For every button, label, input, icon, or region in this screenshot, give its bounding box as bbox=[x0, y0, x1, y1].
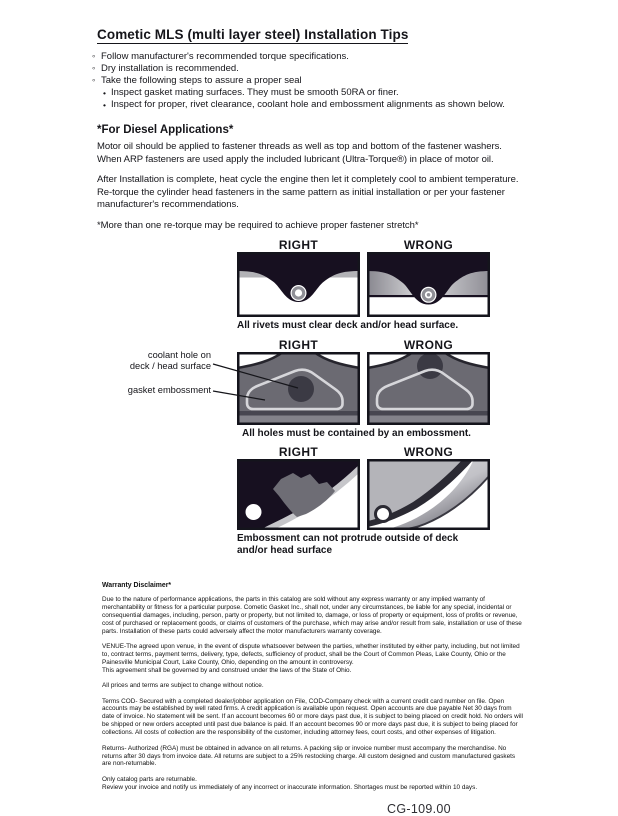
legal-paragraph: Only catalog parts are returnable. bbox=[102, 775, 197, 783]
fig1-wrong-panel-graphic bbox=[367, 252, 490, 317]
wrong-label: WRONG bbox=[403, 445, 454, 459]
section-heading: *For Diesel Applications* bbox=[97, 124, 234, 136]
figure-canvas bbox=[92, 338, 618, 425]
figure-caption: All rivets must clear deck and/or head surface. bbox=[237, 320, 459, 331]
tip-text: Dry installation is recommended. bbox=[101, 63, 239, 74]
diesel-applications-section bbox=[97, 124, 521, 232]
fig3-right-panel-graphic bbox=[237, 459, 360, 530]
bolt-hole bbox=[246, 504, 262, 520]
rivet-graphic bbox=[293, 288, 303, 298]
figure-labels bbox=[237, 238, 618, 252]
open-bullet-icon: ◦ bbox=[92, 75, 96, 86]
figure-hole-containment bbox=[92, 338, 618, 440]
fig3-wrong-panel-graphic bbox=[367, 459, 490, 530]
fig2-right-panel-graphic bbox=[237, 352, 360, 425]
list-item bbox=[92, 51, 562, 63]
right-label: RIGHT bbox=[278, 445, 319, 459]
legal-heading: Warranty Disclaimer* bbox=[102, 582, 172, 589]
list-item bbox=[103, 99, 573, 111]
fig1-right-panel-graphic bbox=[237, 252, 360, 317]
callout-gasket-embossment: gasket embossment bbox=[127, 384, 211, 395]
callout-text: coolant hole on bbox=[147, 349, 211, 360]
dot-bullet-icon: • bbox=[103, 88, 106, 98]
list-item bbox=[92, 75, 562, 87]
caption-line: Embossment can not protrude outside of deck bbox=[237, 533, 459, 544]
tip-text: Inspect for proper, rivet clearance, coolant hole and embossment alignments as shown below. bbox=[111, 99, 505, 110]
wrong-label: WRONG bbox=[403, 337, 454, 352]
dot-bullet-icon: • bbox=[103, 100, 106, 110]
page-title: Cometic MLS (multi layer steel) Installation Tips bbox=[97, 27, 409, 42]
installation-tips-list bbox=[92, 51, 618, 111]
tip-text: Inspect gasket mating surfaces. They must be smooth 50RA or finer. bbox=[111, 87, 399, 98]
callout-coolant-hole bbox=[92, 350, 211, 372]
figure-caption bbox=[237, 533, 618, 556]
legal-paragraph: VENUE-The agreed upon venue, in the event of dispute whatsoever between the parties, whether instituted by either party, including, but not limited to, contract terms, payment terms, delivery, type, defects, sufficiency of product, shall be the Court of Common Pleas, Lake County, Ohio or the Painesville Municipal Court, Lake County, Ohio, depending on the amount in controversy. bbox=[102, 643, 520, 666]
right-label: RIGHT bbox=[278, 238, 319, 252]
legal-paragraph: This agreement shall be governed by and construed under the laws of the State of Ohio. bbox=[102, 666, 352, 674]
figure-panels bbox=[237, 352, 618, 425]
list-item bbox=[103, 87, 573, 99]
fig2-wrong-panel-graphic bbox=[367, 352, 490, 425]
callout-text: deck / head surface bbox=[129, 360, 211, 371]
caption-line: and/or head surface bbox=[237, 544, 333, 556]
list-item bbox=[92, 63, 562, 75]
paragraph: Motor oil should be applied to fastener threads as well as top and bottom of the fastener washers. When ARP fasteners are used apply the included lubricant (Ultra-Torque®) in place of motor oil. bbox=[97, 141, 502, 165]
retorque-note: *More than one re-torque may be required to achieve proper fastener stretch* bbox=[97, 219, 419, 231]
open-bullet-icon: ◦ bbox=[92, 63, 96, 74]
figure-panels bbox=[237, 459, 618, 530]
coolant-hole bbox=[288, 376, 314, 402]
figure-caption: All holes must be contained by an embossment. bbox=[242, 427, 471, 439]
warranty-disclaimer-section bbox=[102, 582, 524, 792]
figure-panels bbox=[237, 252, 618, 317]
right-label: RIGHT bbox=[278, 337, 319, 352]
figure-embossment-protrusion bbox=[92, 445, 618, 556]
wrong-label: WRONG bbox=[403, 238, 454, 252]
legal-paragraph: Returns- Authorized (RGA) must be obtained in advance on all returns. A packing slip or invoice number must accompany the merchandise. No returns after 30 days from invoice date. All returns are subject to a 25% restocking charge. All custom designed and custom manufactured gaskets are non-returnable. bbox=[102, 744, 516, 768]
legal-paragraph: Terms COD- Secured with a completed dealer/jobber application on File, COD-Company check with a current credit card number on file. Open accounts may be established by well rated firms. A credit application is available upon request. Open accounts are due payable Net 30 days from date of invoice. No statement will be sent. If an account becomes 60 or more days past due, it is subject to being placed on credit hold. No orders will be shipped or new orders accepted until past due balance is paid. If an account becomes 90 or more days past due, it is subject to being placed for collections. All costs of collection are the responsibility of the customer, including attorney fees, court costs, and other expenses of litigation. bbox=[102, 697, 523, 737]
bolt-hole bbox=[376, 507, 391, 522]
legal-paragraph: Due to the nature of performance applications, the parts in this catalog are sold without any express warranty or any implied warranty of merchantability or fitness for a particular purpose. Cometic Gasket Inc., shall not, under any circumstances, be liable for any special, incidental or consequential damages, including, person, party or property, but not limited to, damage, or loss of property or equipment, loss of profits or revenue, cost of purchased or replacement goods, or claims of customers of the purchase, which may arise and/or result from sale, installation or use of these parts. Installation of these parts could adversely affect the motor manufacturers warranty coverage. bbox=[102, 596, 522, 635]
legal-paragraph: Review your invoice and notify us immediately of any incorrect or inaccurate information. Shortages must be reported within 10 days. bbox=[102, 783, 478, 791]
figure-labels bbox=[237, 445, 618, 459]
document-code: CG-109.00 bbox=[387, 801, 451, 816]
tip-text: Follow manufacturer's recommended torque specifications. bbox=[101, 51, 349, 62]
paragraph: After Installation is complete, heat cycle the engine then let it completely cool to ambient temperature. Re-torque the cylinder head fasteners in the same pattern as initial installation or per your fastener manufacturer's recommendations. bbox=[97, 174, 519, 210]
coolant-hole bbox=[417, 353, 443, 379]
figure-rivet-clearance bbox=[92, 238, 618, 332]
tip-text: Take the following steps to assure a proper seal bbox=[101, 75, 302, 86]
figure-labels bbox=[237, 338, 618, 352]
open-bullet-icon: ◦ bbox=[92, 51, 96, 62]
legal-paragraph: All prices and terms are subject to change without notice. bbox=[102, 682, 264, 690]
